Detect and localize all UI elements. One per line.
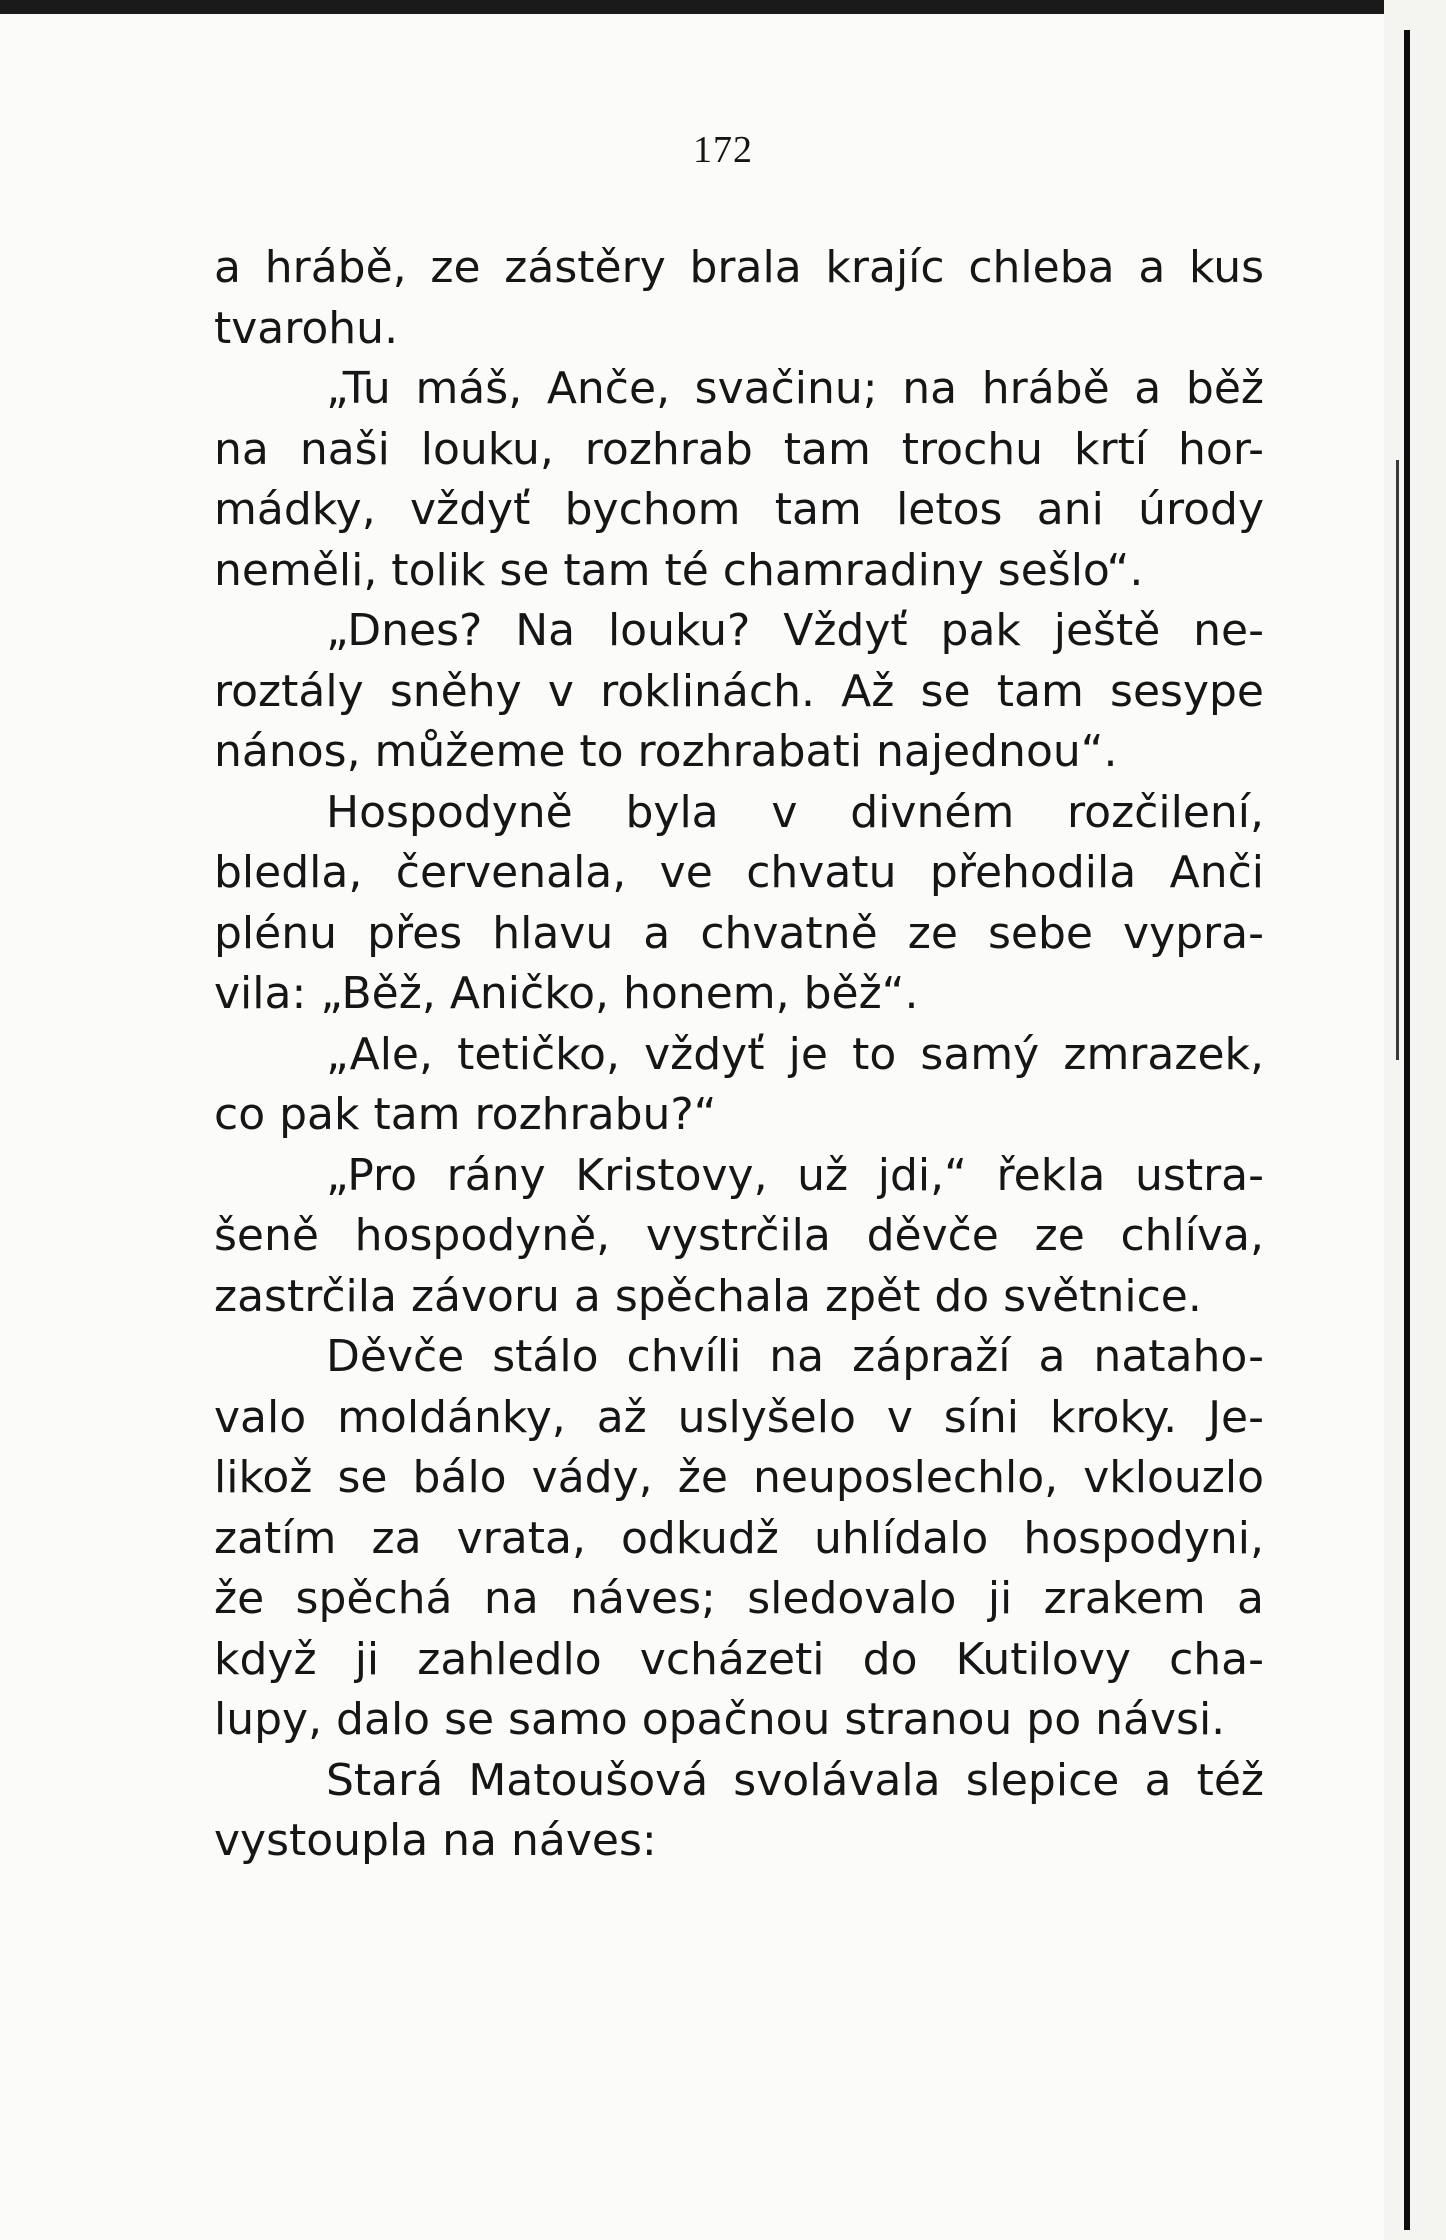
text-line: zastrčila závoru a spěchala zpět do světnice. — [214, 1270, 1202, 1322]
text-line: Stará Matoušová svolávala slepice a též — [326, 1754, 1264, 1806]
text-line: lupy, dalo se samo opačnou stranou po návsi. — [214, 1694, 1226, 1745]
spine-edge-line — [1404, 30, 1410, 2230]
text-line: co pak tam rozhrabu?“ — [214, 1089, 717, 1140]
text-line: tvarohu. — [214, 302, 399, 354]
text-line: neměli, tolik se tam té chamradiny sešlo“. — [214, 544, 1144, 596]
text-line: „Tu máš, Anče, svačinu; na hrábě a běž — [326, 363, 1264, 414]
text-line: zatím za vrata, odkudž uhlídalo hospodyni, — [214, 1512, 1264, 1564]
text-line: Hospodyně byla v divném rozčilení, — [326, 786, 1264, 838]
text-line: vystoupla na náves: — [214, 1815, 657, 1866]
text-line: nános, můžeme to rozhrabati najednou“. — [214, 726, 1118, 777]
page-number: 172 — [693, 129, 753, 171]
text-line: Děvče stálo chvíli na zápraží a nataho- — [326, 1331, 1264, 1382]
text-line: „Dnes? Na louku? Vždyť pak ještě ne- — [326, 605, 1264, 656]
text-line: vila: „Běž, Aničko, honem, běž“. — [214, 968, 919, 1019]
text-line: že spěchá na náves; sledovalo ji zrakem a — [214, 1573, 1264, 1624]
text-line: „Pro rány Kristovy, už jdi,“ řekla ustra- — [326, 1149, 1264, 1201]
text-line: likož se bálo vády, že neuposlechlo, vklouzlo — [214, 1452, 1264, 1503]
text-line: „Ale, tetičko, vždyť je to samý zmrazek, — [326, 1028, 1264, 1080]
text-line: když ji zahledlo vcházeti do Kutilovy cha- — [214, 1633, 1264, 1685]
spine-shadow-line — [1396, 460, 1399, 1060]
text-line: plénu přes hlavu a chvatně ze sebe vypra- — [214, 907, 1264, 959]
text-line: roztály sněhy v roklinách. Až se tam sesype — [214, 665, 1264, 717]
text-line: a hrábě, ze zástěry brala krajíc chleba a kus — [214, 242, 1264, 293]
book-spine-margin — [1384, 0, 1446, 2240]
text-line: na naši louku, rozhrab tam trochu krtí hor- — [214, 423, 1264, 475]
text-line: valo moldánky, až uslyšelo v síni kroky. Je- — [214, 1391, 1264, 1443]
text-line: bledla, červenala, ve chvatu přehodila Anči — [214, 847, 1264, 898]
text-line: šeně hospodyně, vystrčila děvče ze chlíva, — [214, 1210, 1264, 1261]
text-line: mádky, vždyť bychom tam letos ani úrody — [214, 484, 1264, 535]
page-body-text — [214, 238, 1264, 1872]
